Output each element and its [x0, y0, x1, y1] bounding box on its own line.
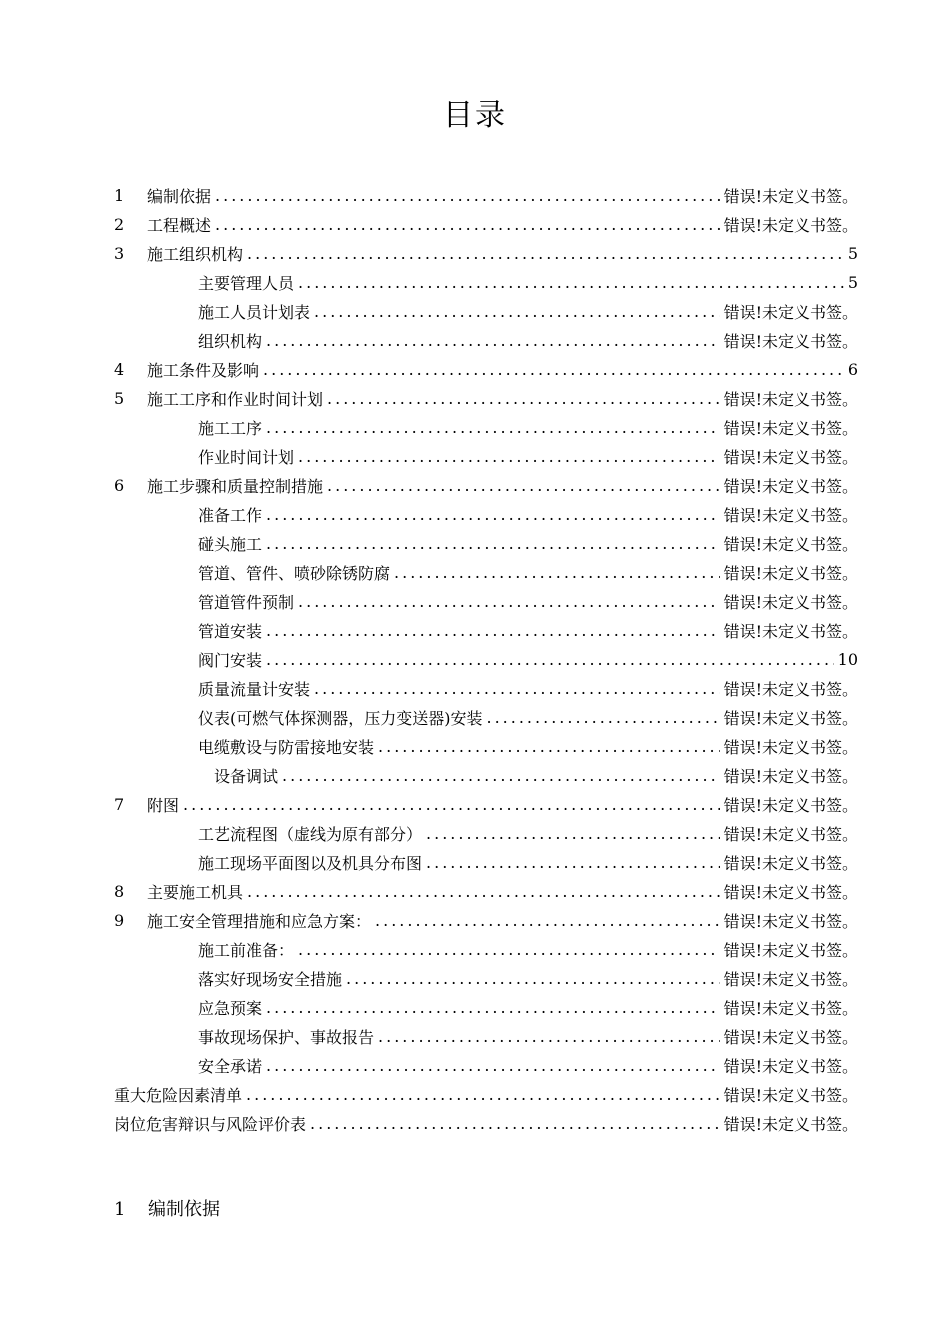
toc-entry-title: 安全承诺	[198, 1057, 263, 1076]
toc-dot-leader	[215, 186, 720, 205]
toc-page-ref: 错误!未定义书签。	[723, 622, 858, 641]
toc-entry-title: 管道、管件、喷砂除锈防腐	[198, 564, 391, 583]
toc-entry[interactable]	[147, 387, 858, 410]
toc-dot-leader	[282, 766, 720, 785]
toc-page-ref: 5	[847, 244, 858, 263]
toc-page-ref: 错误!未定义书签。	[723, 1086, 858, 1105]
toc-dot-leader	[327, 476, 720, 495]
toc-page-ref: 10	[837, 650, 858, 669]
toc-page-ref: 错误!未定义书签。	[723, 448, 858, 467]
toc-entry[interactable]	[198, 329, 858, 352]
toc-entry[interactable]	[147, 880, 858, 903]
toc-row[interactable]	[0, 442, 950, 471]
toc-page-ref: 错误!未定义书签。	[723, 970, 858, 989]
toc-page-ref: 错误!未定义书签。	[723, 535, 858, 554]
toc-dot-leader	[327, 389, 720, 408]
toc-page-ref: 错误!未定义书签。	[723, 1057, 858, 1076]
toc-row[interactable]	[0, 558, 950, 587]
toc-entry[interactable]	[198, 1054, 858, 1077]
toc-dot-leader	[266, 331, 720, 350]
toc-entry[interactable]	[147, 242, 858, 265]
toc-dot-leader	[314, 302, 720, 321]
toc-row[interactable]	[0, 500, 950, 529]
toc-dot-leader	[426, 853, 720, 872]
toc-page-ref: 错误!未定义书签。	[723, 680, 858, 699]
toc-dot-leader	[298, 273, 844, 292]
toc-entry-title: 组织机构	[198, 332, 263, 351]
toc-entry-title: 岗位危害辩识与风险评价表	[114, 1115, 307, 1134]
toc-entry-title: 设备调试	[214, 767, 279, 786]
toc-entry[interactable]	[198, 648, 858, 671]
toc-entry-title: 重大危险因素清单	[114, 1086, 243, 1105]
toc-row[interactable]	[0, 935, 950, 964]
toc-entry-title: 落实好现场安全措施	[198, 970, 343, 989]
toc-entry-title: 准备工作	[198, 506, 263, 525]
toc-dot-leader	[310, 1114, 720, 1133]
toc-entry[interactable]	[198, 271, 858, 294]
toc-row[interactable]	[0, 761, 950, 790]
toc-page-ref: 错误!未定义书签。	[723, 1028, 858, 1047]
toc-entry-title: 施工工序	[198, 419, 263, 438]
toc-page-ref: 5	[847, 273, 858, 292]
toc-page-ref: 错误!未定义书签。	[723, 187, 858, 206]
toc-entry-title: 电缆敷设与防雷接地安装	[198, 738, 375, 757]
toc-page-ref: 错误!未定义书签。	[723, 825, 858, 844]
toc-entry-title: 施工组织机构	[147, 245, 244, 264]
toc-entry[interactable]	[198, 416, 858, 439]
toc-page-ref: 错误!未定义书签。	[723, 506, 858, 525]
toc-entry-title: 工程概述	[147, 216, 212, 235]
toc-page-ref: 错误!未定义书签。	[723, 738, 858, 757]
toc-row[interactable]	[0, 790, 950, 819]
toc-row[interactable]	[0, 1051, 950, 1080]
toc-entry[interactable]	[198, 677, 858, 700]
toc-entry[interactable]	[198, 706, 858, 729]
toc-row[interactable]	[0, 268, 950, 297]
toc-entry[interactable]	[198, 532, 858, 555]
toc-row[interactable]	[0, 848, 950, 877]
toc-page-ref: 错误!未定义书签。	[723, 593, 858, 612]
toc-page-ref: 错误!未定义书签。	[723, 912, 858, 931]
toc-page-ref: 错误!未定义书签。	[723, 1115, 858, 1134]
toc-entry-title: 施工工序和作业时间计划	[147, 390, 324, 409]
toc-row[interactable]	[0, 964, 950, 993]
toc-row[interactable]	[0, 703, 950, 732]
toc-entry[interactable]	[198, 967, 858, 990]
toc-page-ref: 错误!未定义书签。	[723, 709, 858, 728]
toc-entry-title: 附图	[147, 796, 180, 815]
toc-row[interactable]	[0, 1022, 950, 1051]
toc-entry-title: 主要施工机具	[147, 883, 244, 902]
toc-entry[interactable]	[198, 619, 858, 642]
section-heading	[114, 1196, 220, 1224]
toc-page-ref: 错误!未定义书签。	[723, 216, 858, 235]
toc-number: 1	[114, 186, 125, 205]
toc-page-ref: 错误!未定义书签。	[723, 564, 858, 583]
toc-entry-title: 碰头施工	[198, 535, 263, 554]
toc-entry-title: 施工前准备：	[198, 941, 295, 960]
toc-number: 6	[114, 476, 125, 495]
toc-page-ref: 错误!未定义书签。	[723, 390, 858, 409]
toc-entry[interactable]	[147, 184, 858, 207]
toc-page-ref: 错误!未定义书签。	[723, 999, 858, 1018]
toc-entry-title: 工艺流程图（虚线为原有部分）	[198, 825, 423, 844]
toc-entry-title: 施工现场平面图以及机具分布图	[198, 854, 423, 873]
toc-entry-title: 阀门安装	[198, 651, 263, 670]
toc-entry[interactable]	[198, 300, 858, 323]
toc-entry[interactable]	[198, 996, 858, 1019]
toc-row[interactable]	[0, 384, 950, 413]
toc-entry[interactable]	[214, 764, 858, 787]
toc-row[interactable]	[0, 413, 950, 442]
toc-page-ref: 错误!未定义书签。	[723, 941, 858, 960]
toc-row[interactable]	[0, 297, 950, 326]
toc-dot-leader	[426, 824, 720, 843]
toc-row[interactable]	[0, 645, 950, 674]
toc-row[interactable]	[0, 877, 950, 906]
toc-entry-title: 质量流量计安装	[198, 680, 311, 699]
toc-entry[interactable]	[198, 735, 858, 758]
toc-entry-title: 施工步骤和质量控制措施	[147, 477, 324, 496]
toc-entry-title: 应急预案	[198, 999, 263, 1018]
toc-dot-leader	[378, 737, 720, 756]
section-title: 编制依据	[148, 1199, 220, 1220]
toc-dot-leader	[215, 215, 720, 234]
toc-dot-leader	[183, 795, 720, 814]
toc-dot-leader	[247, 244, 844, 263]
toc-dot-leader	[263, 360, 844, 379]
toc-dot-leader	[266, 505, 720, 524]
toc-page-ref: 错误!未定义书签。	[723, 854, 858, 873]
toc-entry-title: 施工人员计划表	[198, 303, 311, 322]
toc-dot-leader	[247, 882, 720, 901]
toc-entry[interactable]	[198, 590, 858, 613]
toc-page-ref: 错误!未定义书签。	[723, 796, 858, 815]
toc-dot-leader	[298, 447, 720, 466]
toc-row[interactable]	[0, 239, 950, 268]
toc-entry[interactable]	[198, 561, 858, 584]
toc-dot-leader	[266, 621, 720, 640]
toc-row[interactable]	[0, 1109, 950, 1138]
toc-dot-leader	[266, 998, 720, 1017]
toc-entry[interactable]	[198, 822, 858, 845]
toc-dot-leader	[266, 534, 720, 553]
toc-dot-leader	[378, 1027, 720, 1046]
toc-number: 4	[114, 360, 125, 379]
toc-row[interactable]	[0, 355, 950, 384]
toc-entry[interactable]	[147, 213, 858, 236]
toc-entry-title: 仪表(可燃气体探测器，压力变送器)安装	[198, 709, 483, 728]
toc-entry-title: 施工条件及影响	[147, 361, 260, 380]
toc-row[interactable]	[0, 674, 950, 703]
toc-dot-leader	[314, 679, 720, 698]
page-title: 目录	[443, 98, 507, 133]
toc-dot-leader	[298, 940, 720, 959]
toc-row[interactable]	[0, 529, 950, 558]
toc-entry-title: 施工安全管理措施和应急方案：	[147, 912, 372, 931]
toc-page-ref: 错误!未定义书签。	[723, 419, 858, 438]
toc-row[interactable]	[0, 1080, 950, 1109]
toc-entry[interactable]	[198, 445, 858, 468]
toc-dot-leader	[266, 418, 720, 437]
toc-entry-title: 编制依据	[147, 187, 212, 206]
toc-entry[interactable]	[114, 1083, 858, 1106]
toc-row[interactable]	[0, 993, 950, 1022]
toc-entry-title: 主要管理人员	[198, 274, 295, 293]
toc-page-ref: 6	[847, 360, 858, 379]
toc-entry-title: 管道管件预制	[198, 593, 295, 612]
toc-row[interactable]	[0, 471, 950, 500]
toc-entry[interactable]	[198, 503, 858, 526]
toc-entry[interactable]	[114, 1112, 858, 1135]
toc-number: 2	[114, 215, 125, 234]
toc-dot-leader	[394, 563, 720, 582]
toc-row[interactable]	[0, 616, 950, 645]
toc-number: 3	[114, 244, 125, 263]
toc-page-ref: 错误!未定义书签。	[723, 477, 858, 496]
toc-entry-title: 作业时间计划	[198, 448, 295, 467]
toc-entry-title: 事故现场保护、事故报告	[198, 1028, 375, 1047]
toc-page-ref: 错误!未定义书签。	[723, 303, 858, 322]
toc-row[interactable]	[0, 181, 950, 210]
toc-number: 8	[114, 882, 125, 901]
toc-entry[interactable]	[198, 1025, 858, 1048]
toc-row[interactable]	[0, 587, 950, 616]
toc-row[interactable]	[0, 210, 950, 239]
toc-row[interactable]	[0, 732, 950, 761]
section-number: 1	[114, 1199, 126, 1220]
toc-dot-leader	[375, 911, 720, 930]
toc-dot-leader	[487, 708, 720, 727]
toc-dot-leader	[266, 650, 834, 669]
toc-entry[interactable]	[147, 474, 858, 497]
toc-entry[interactable]	[147, 793, 858, 816]
toc-row[interactable]	[0, 819, 950, 848]
toc-dot-leader	[246, 1085, 720, 1104]
toc-page-ref: 错误!未定义书签。	[723, 883, 858, 902]
toc-dot-leader	[266, 1056, 720, 1075]
toc-row[interactable]	[0, 906, 950, 935]
toc-row[interactable]	[0, 326, 950, 355]
toc-entry[interactable]	[198, 938, 858, 961]
toc-dot-leader	[346, 969, 720, 988]
toc-entry[interactable]	[147, 909, 858, 932]
toc-page-ref: 错误!未定义书签。	[723, 767, 858, 786]
toc-page-ref: 错误!未定义书签。	[723, 332, 858, 351]
toc-number: 5	[114, 389, 125, 408]
toc-entry[interactable]	[198, 851, 858, 874]
toc-entry[interactable]	[147, 358, 858, 381]
toc-entry-title: 管道安装	[198, 622, 263, 641]
toc-dot-leader	[298, 592, 720, 611]
toc-number: 9	[114, 911, 125, 930]
toc-number: 7	[114, 795, 125, 814]
